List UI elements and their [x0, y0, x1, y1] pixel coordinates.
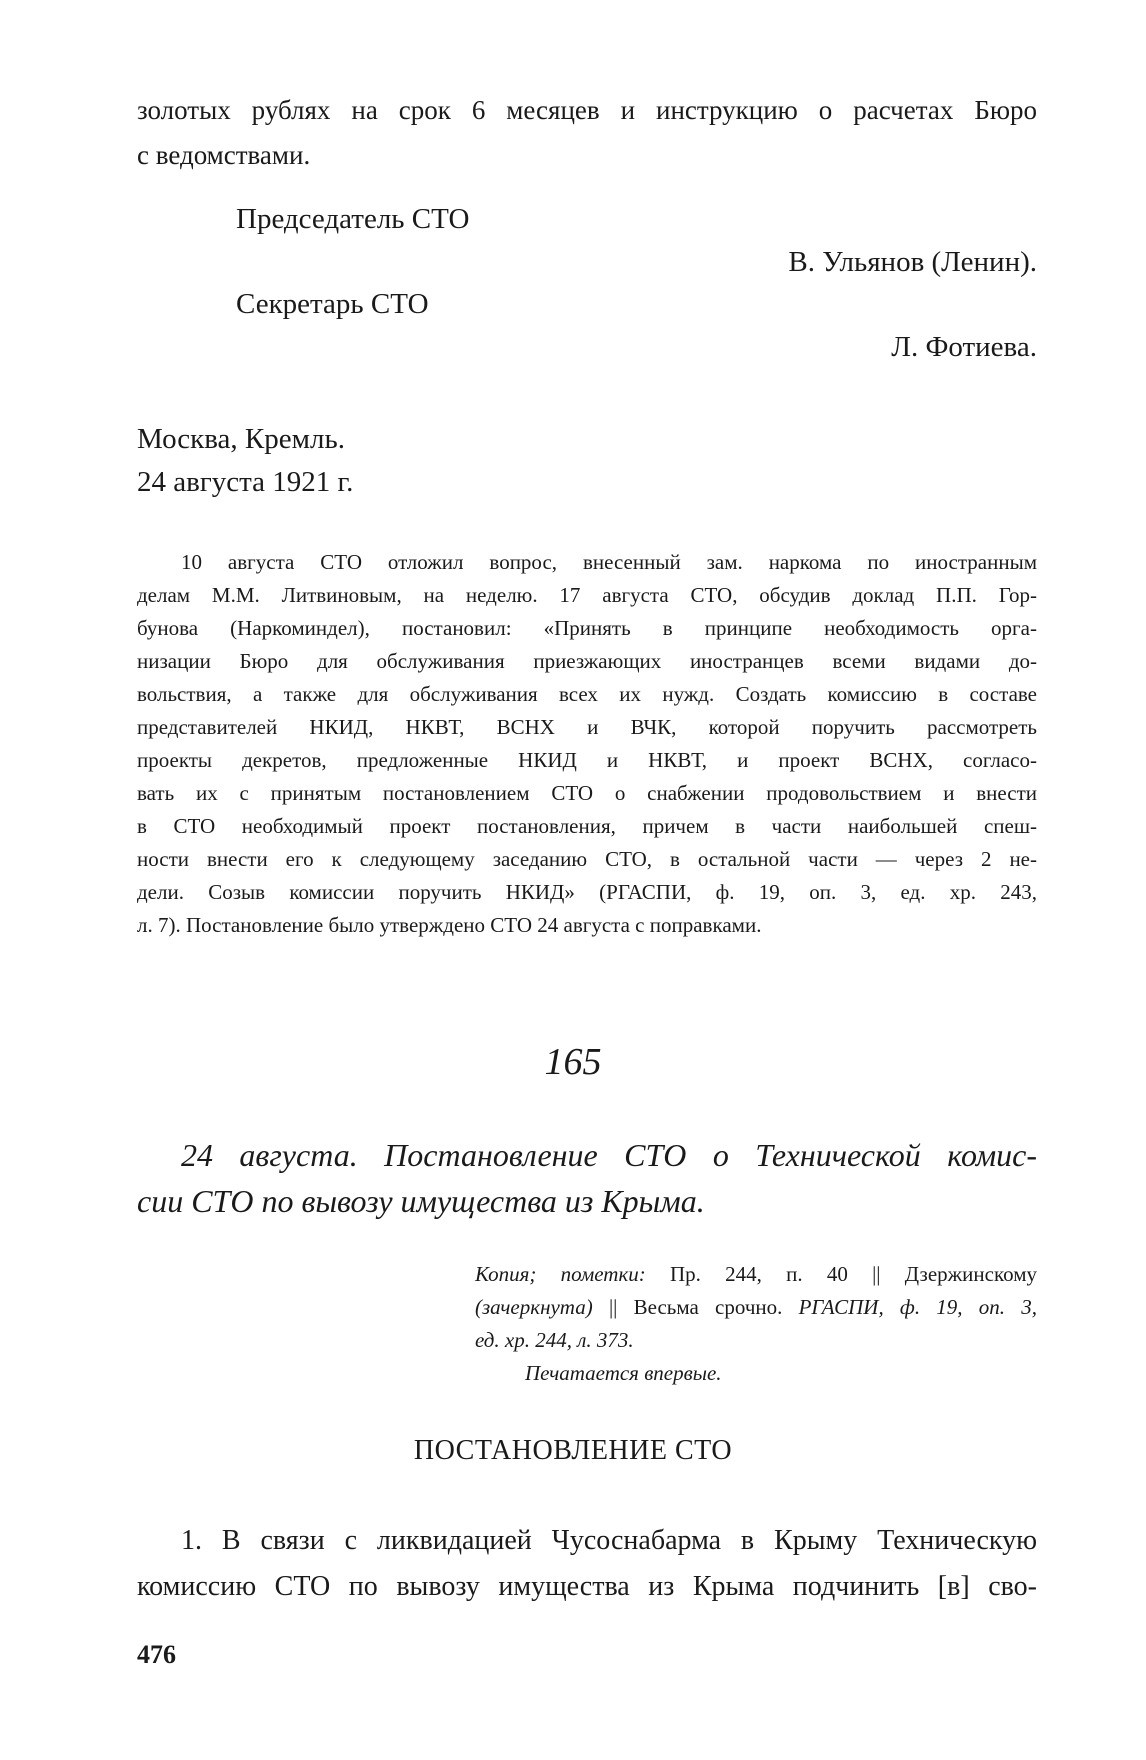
page-number: 476	[137, 1640, 176, 1669]
archive-ref: РГАСПИ, ф. 19, оп. 3,	[798, 1295, 1038, 1319]
document-heading	[137, 1132, 1037, 1224]
intro-line: золотых рублях на срок 6 месяцев и инструкцию о расчетах Бюро	[137, 95, 1037, 125]
source-line	[475, 1291, 1037, 1324]
resolution-line: комиссию СТО по вывозу имущества из Крыма подчинить [в] сво-	[137, 1571, 1037, 1602]
note-line: вольствия, а также для обслуживания всех их нужд. Создать комиссию в составе	[137, 682, 1037, 706]
source-note	[475, 1258, 1037, 1390]
heading-line: сии СТО по вывозу имущества из Крыма.	[137, 1183, 705, 1219]
crossed-text: || Весьма срочно.	[608, 1295, 783, 1319]
place-date-block	[137, 418, 353, 504]
note-line: делам М.М. Литвиновым, на неделю. 17 августа СТО, обсудив доклад П.П. Гор-	[137, 583, 1037, 607]
note-line: низации Бюро для обслуживания приезжающих иностранцев всеми видами до-	[137, 649, 1037, 673]
chairman-name: В. Ульянов (Ленин).	[788, 246, 1037, 278]
resolution-paragraph	[137, 1518, 1037, 1610]
note-line: л. 7). Постановление было утверждено СТО 24 августа с поправками.	[137, 913, 762, 937]
note-line: представителей НКИД, НКВТ, ВСНХ и ВЧК, которой поручить рассмотреть	[137, 715, 1037, 739]
crossed-label: (зачеркнута)	[475, 1295, 593, 1319]
note-line: в СТО необходимый проект постановления, причем в части наибольшей спеш-	[137, 814, 1037, 838]
intro-line: с ведомствами.	[137, 140, 311, 170]
document-number: 165	[544, 1041, 602, 1083]
note-line: 10 августа СТО отложил вопрос, внесенный зам. наркома по иностранным	[181, 550, 1037, 574]
heading-line: 24 августа. Постановление СТО о Технической комис-	[181, 1137, 1037, 1173]
archive-ref-cont: ед. хр. 244, л. 373.	[475, 1328, 634, 1352]
note-line: дели. Созыв комиссии поручить НКИД» (РГАСПИ, ф. 19, оп. 3, ед. хр. 243,	[137, 880, 1037, 904]
commentary-note	[137, 546, 1037, 942]
secretary-title: Секретарь СТО	[236, 288, 429, 320]
secretary-name: Л. Фотиева.	[891, 331, 1037, 363]
source-line	[475, 1324, 1037, 1357]
source-line	[475, 1258, 1037, 1291]
chairman-title: Председатель СТО	[236, 203, 470, 235]
copy-label: Копия; пометки:	[475, 1262, 646, 1286]
resolution-title: ПОСТАНОВЛЕНИЕ СТО	[413, 1435, 733, 1466]
note-line: проекты декретов, предложенные НКИД и НКВТ, и проект ВСНХ, согласо-	[137, 748, 1037, 772]
date: 24 августа 1921 г.	[137, 466, 354, 498]
resolution-line: 1. В связи с ликвидацией Чусоснабарма в Крыму Техническую	[181, 1525, 1037, 1556]
note-line: бунова (Наркоминдел), постановил: «Принять в принципе необходимость орга-	[137, 616, 1037, 640]
intro-paragraph	[137, 88, 1037, 178]
note-line: вать их с принятым постановлением СТО о снабжении продовольствием и внести	[137, 781, 1037, 805]
source-line	[475, 1357, 1037, 1390]
copy-text: Пр. 244, п. 40 || Дзержинскому	[670, 1262, 1038, 1286]
place: Москва, Кремль.	[137, 423, 345, 455]
note-line: ности внести его к следующему заседанию СТО, в остальной части — через 2 не-	[137, 847, 1037, 871]
printed-note: Печатается впервые.	[525, 1361, 722, 1385]
